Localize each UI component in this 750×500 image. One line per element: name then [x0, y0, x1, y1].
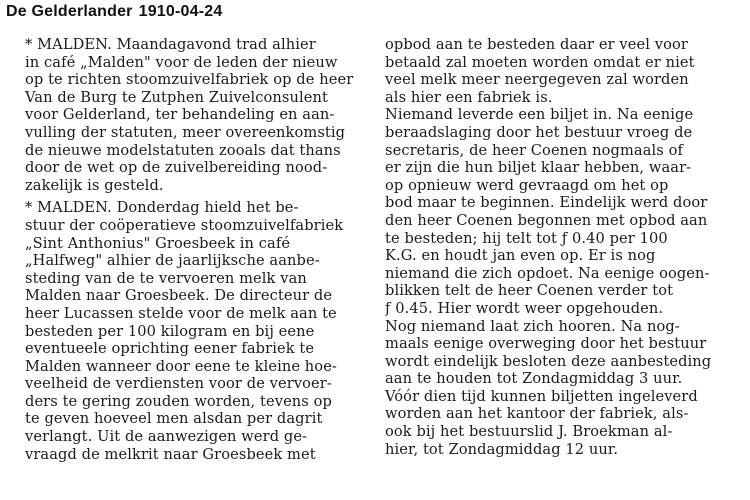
article-line: de nieuwe modelstatuten zooals dat thans	[25, 141, 341, 159]
article-line: veel melk meer neergegeven zal worden	[385, 71, 689, 89]
newspaper-name: De Gelderlander	[6, 3, 133, 20]
article-line: Niemand leverde een biljet in. Na eenige	[385, 106, 694, 124]
page-header	[6, 3, 228, 21]
article-line: „Halfweg" alhier de jaarlijksche aanbe-	[25, 252, 320, 270]
article-line: Nog niemand laat zich hooren. Na nog-	[385, 317, 680, 335]
article-line: betaald zal moeten worden omdat er niet	[385, 53, 695, 71]
article-line: eventueele oprichting eener fabriek te	[25, 340, 315, 358]
article-line: vulling der statuten, meer overeenkomstig	[25, 123, 346, 141]
article-line: den heer Coenen begonnen met opbod aan	[385, 211, 708, 229]
article-malden-donderdag-continued	[385, 36, 745, 458]
article-line: worden aan het kantoor der fabriek, als-	[385, 405, 689, 423]
article-line: stuur der coöperatieve stoomzuivelfabriek	[25, 216, 344, 234]
left-column	[25, 36, 370, 463]
article-line: te besteden; hij telt tot ƒ 0.40 per 100	[385, 229, 668, 247]
article-line: Malden naar Groesbeek. De directeur de	[25, 287, 333, 305]
article-line: * MALDEN. Maandagavond trad alhier	[25, 36, 316, 53]
article-line: * MALDEN. Donderdag hield het be-	[25, 199, 299, 217]
article-line: secretaris, de heer Coenen nogmaals of	[385, 141, 684, 159]
article-line: er zijn die hun biljet klaar hebben, waar-	[385, 159, 692, 177]
article-line: hier, tot Zondagmiddag 12 uur.	[385, 440, 619, 458]
article-line: op te richten stoomzuivelfabriek op de heer	[25, 71, 354, 89]
article-line: door de wet op de zuivelbereiding nood-	[25, 159, 328, 177]
article-line: aan te houden tot Zondagmiddag 3 uur.	[385, 370, 683, 388]
article-line: ders te gering zouden worden, tevens op	[25, 392, 332, 410]
article-line: blikken telt de heer Coenen verder tot	[385, 282, 674, 300]
article-malden-donderdag	[25, 199, 370, 463]
article-line: heer Lucassen stelde voor de melk aan te	[25, 304, 337, 322]
article-line: voor Gelderland, ter behandeling en aan-	[25, 106, 335, 124]
article-line: Malden wanneer door eene te kleine hoe-	[25, 357, 337, 375]
article-line: opbod aan te besteden daar er veel voor	[385, 36, 688, 53]
article-line: vraagd de melkrit naar Groesbeek met	[25, 445, 316, 463]
article-line: te geven hoeveel men alsdan per dagrit	[25, 410, 323, 428]
right-column	[385, 36, 745, 458]
article-line: steding van de te vervoeren melk van	[25, 269, 307, 287]
article-malden-maandagavond	[25, 36, 370, 194]
article-line: Van de Burg te Zutphen Zuivelconsulent	[25, 88, 328, 106]
article-line: beraadslaging door het bestuur vroeg de	[385, 123, 693, 141]
article-line: als hier een fabriek is.	[385, 88, 553, 106]
article-line: in café „Malden" voor de leden der nieuw	[25, 53, 338, 71]
article-line: niemand die zich opdoet. Na eenige oogen-	[385, 264, 710, 282]
article-line: wordt eindelijk besloten deze aanbesteding	[385, 352, 712, 370]
article-line: verlangt. Uit de aanwezigen werd ge-	[25, 428, 308, 446]
article-line: „Sint Anthonius" Groesbeek in café	[25, 234, 291, 252]
publication-date: 1910-04-24	[138, 3, 223, 20]
article-line: bod maar te beginnen. Eindelijk werd door	[385, 194, 708, 212]
article-line: maals eenige overweging door het bestuur	[385, 335, 707, 353]
article-line: ƒ 0.45. Hier wordt weer opgehouden.	[385, 299, 664, 317]
article-line: zakelijk is gesteld.	[25, 176, 164, 194]
article-line: op opnieuw werd gevraagd om het op	[385, 176, 669, 194]
article-line: K.G. en houdt jan even op. Er is nog	[385, 247, 656, 265]
article-line: veelheid de verdiensten voor de vervoer-	[25, 375, 332, 393]
article-line: ook bij het bestuurslid J. Broekman al-	[385, 423, 673, 441]
article-line: Vóór dien tijd kunnen biljetten ingeleverd	[385, 387, 698, 405]
article-line: besteden per 100 kilogram en bij eene	[25, 322, 315, 340]
